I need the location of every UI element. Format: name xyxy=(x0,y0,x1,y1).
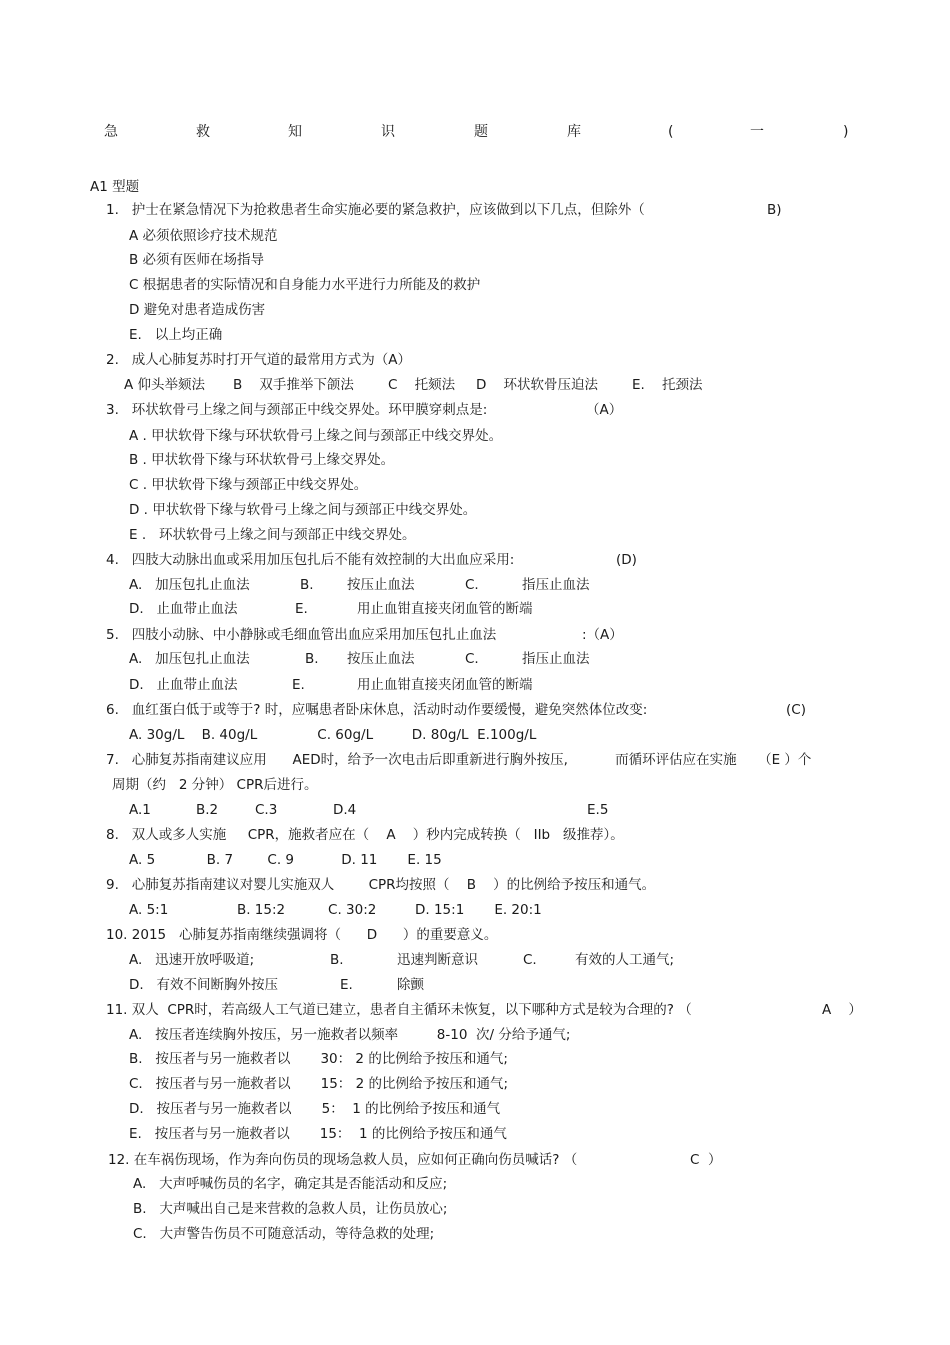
option-cell: B. xyxy=(330,952,344,968)
option-cell: 用止血钳直接夹闭血管的断端 xyxy=(357,601,533,617)
option-text: B . 甲状软骨下缘与环状软骨弓上缘交界处。 xyxy=(129,452,395,468)
question-text: 8. 双人或多人实施 CPR，施救者应在（ A ）秒内完成转换（ IIb 级推荐）。 xyxy=(106,827,624,843)
option-row xyxy=(0,801,940,819)
option-text: E. 以上均正确 xyxy=(129,327,223,343)
question-continuation: 周期（约 2 分钟） CPR后进行。 xyxy=(112,777,318,793)
option-cell: A.1 xyxy=(129,802,151,818)
option-cell: 有效的人工通气; xyxy=(575,952,675,968)
question-text: 3. 环状软骨弓上缘之间与颈部正中线交界处。环甲膜穿刺点是: xyxy=(106,402,488,418)
question-text: 6. 血红蛋白低于或等于? 时，应嘱患者卧床休息，活动时动作要缓慢，避免突然体位改变: xyxy=(106,702,648,718)
option-cell: E. xyxy=(292,677,305,693)
question-text: 4. 四肢大动脉出血或采用加压包扎后不能有效控制的大出血应采用: xyxy=(106,552,515,568)
option-text: C. 按压者与另一施救者以 15： 2 的比例给予按压和通气; xyxy=(129,1076,509,1092)
option-row xyxy=(0,600,940,618)
option-cell: D.4 xyxy=(333,802,357,818)
option-text: A. 大声呼喊伤员的名字，确定其是否能活动和反应; xyxy=(133,1176,448,1192)
option-cell: E. 托颈法 xyxy=(632,377,703,393)
option-cell: D. 有效不间断胸外按压 xyxy=(129,977,279,993)
answer-mark: :（A） xyxy=(582,627,623,643)
option-text: C. 大声警告伤员不可随意活动，等待急救的处理; xyxy=(133,1226,435,1242)
question-text: 12. 在车祸伤现场，作为奔向伤员的现场急救人员，应如何正确向伤员喊话? （ xyxy=(108,1152,578,1168)
answer-mark: (C) xyxy=(786,702,806,718)
answer-mark: C ） xyxy=(690,1152,722,1168)
option-text: D . 甲状软骨下缘与软骨弓上缘之间与颈部正中线交界处。 xyxy=(129,502,477,518)
option-cell: E. xyxy=(340,977,353,993)
option-cell: A. 迅速开放呼吸道; xyxy=(129,952,255,968)
option-cell: A 仰头举颏法 xyxy=(124,377,206,393)
title-char: ( xyxy=(668,124,674,140)
option-text: D. 按压者与另一施救者以 5： 1 的比例给予按压和通气 xyxy=(129,1101,501,1117)
option-cell: C 托颏法 xyxy=(388,377,456,393)
title-char: 救 xyxy=(196,124,210,140)
title-char: 知 xyxy=(288,124,302,140)
section-heading: A1 型题 xyxy=(90,179,140,195)
option-cell: D. 止血带止血法 xyxy=(129,601,238,617)
option-cell: 指压止血法 xyxy=(522,651,590,667)
option-row xyxy=(0,976,940,994)
option-cell: D 环状软骨压迫法 xyxy=(476,377,599,393)
option-text: A. 30g/L B. 40g/L C. 60g/L D. 80g/L E.100g/L xyxy=(129,727,537,743)
option-row xyxy=(0,951,940,969)
option-row xyxy=(0,576,940,594)
option-cell: 按压止血法 xyxy=(347,651,415,667)
option-cell: 按压止血法 xyxy=(347,577,415,593)
title-char: 急 xyxy=(104,124,118,140)
question-text: 11. 双人 CPR时，若高级人工气道已建立，患者自主循环未恢复，以下哪种方式是较为合理的? （ xyxy=(106,1002,692,1018)
document-title xyxy=(0,122,950,144)
option-cell: B 双手推举下颌法 xyxy=(233,377,354,393)
option-text: A. 5:1 B. 15:2 C. 30:2 D. 15:1 E. 20:1 xyxy=(129,902,542,918)
option-text: A . 甲状软骨下缘与环状软骨弓上缘之间与颈部正中线交界处。 xyxy=(129,428,503,444)
option-cell: 迅速判断意识 xyxy=(397,952,478,968)
question-text: 10. 2015 心肺复苏指南继续强调将（ D ）的重要意义。 xyxy=(106,927,498,943)
option-text: E. 按压者与另一施救者以 15： 1 的比例给予按压和通气 xyxy=(129,1126,507,1142)
question-text: 5. 四肢小动脉、中小静脉或毛细血管出血应采用加压包扎止血法 xyxy=(106,627,497,643)
option-text: A. 5 B. 7 C. 9 D. 11 E. 15 xyxy=(129,852,442,868)
option-cell: E.5 xyxy=(587,802,609,818)
option-cell: C.3 xyxy=(255,802,278,818)
question-text: 2. 成人心肺复苏时打开气道的最常用方式为（A） xyxy=(106,352,411,368)
option-text: B 必须有医师在场指导 xyxy=(129,252,265,268)
option-cell: C. xyxy=(523,952,537,968)
option-cell: D. 止血带止血法 xyxy=(129,677,238,693)
option-cell: E. xyxy=(295,601,308,617)
answer-mark: （A） xyxy=(586,402,623,418)
option-text: C 根据患者的实际情况和自身能力水平进行力所能及的救护 xyxy=(129,277,481,293)
answer-mark: (D) xyxy=(616,552,637,568)
option-row xyxy=(0,650,940,668)
question-text: 9. 心肺复苏指南建议对婴儿实施双人 CPR均按照（ B ）的比例给予按压和通气。 xyxy=(106,877,656,893)
title-char: 题 xyxy=(474,124,488,140)
question-text: 7. 心肺复苏指南建议应用 AED时，给予一次电击后即重新进行胸外按压, 而循环评估应在实施 （E ）个 xyxy=(106,752,812,768)
option-cell: 除颤 xyxy=(397,977,424,993)
title-char: 库 xyxy=(567,124,581,140)
question-text: 1. 护士在紧急情况下为抢救患者生命实施必要的紧急救护，应该做到以下几点，但除外（ xyxy=(106,202,645,218)
option-text: A 必须依照诊疗技术规范 xyxy=(129,228,278,244)
option-cell: B. xyxy=(300,577,314,593)
option-cell: B. xyxy=(305,651,319,667)
option-cell: 指压止血法 xyxy=(522,577,590,593)
option-cell: 用止血钳直接夹闭血管的断端 xyxy=(357,677,533,693)
title-char: 识 xyxy=(381,124,395,140)
title-char: 一 xyxy=(750,124,764,140)
option-text: C . 甲状软骨下缘与颈部正中线交界处。 xyxy=(129,477,368,493)
option-text: D 避免对患者造成伤害 xyxy=(129,302,266,318)
option-row xyxy=(0,676,940,694)
option-cell: A. 加压包扎止血法 xyxy=(129,577,250,593)
option-cell: A. 加压包扎止血法 xyxy=(129,651,250,667)
option-cell: C. xyxy=(465,577,479,593)
title-char: ) xyxy=(843,124,849,140)
option-cell: C. xyxy=(465,651,479,667)
option-text: E . 环状软骨弓上缘之间与颈部正中线交界处。 xyxy=(129,527,416,543)
option-text: B. 大声喊出自己是来营救的急救人员，让伤员放心; xyxy=(133,1201,448,1217)
option-cell: B.2 xyxy=(196,802,219,818)
option-text: B. 按压者与另一施救者以 30： 2 的比例给予按压和通气; xyxy=(129,1051,508,1067)
answer-mark: B) xyxy=(767,202,782,218)
option-row xyxy=(0,376,940,394)
answer-mark: A ） xyxy=(822,1002,862,1018)
option-text: A. 按压者连续胸外按压，另一施救者以频率 8-10 次/ 分给予通气; xyxy=(129,1027,571,1043)
